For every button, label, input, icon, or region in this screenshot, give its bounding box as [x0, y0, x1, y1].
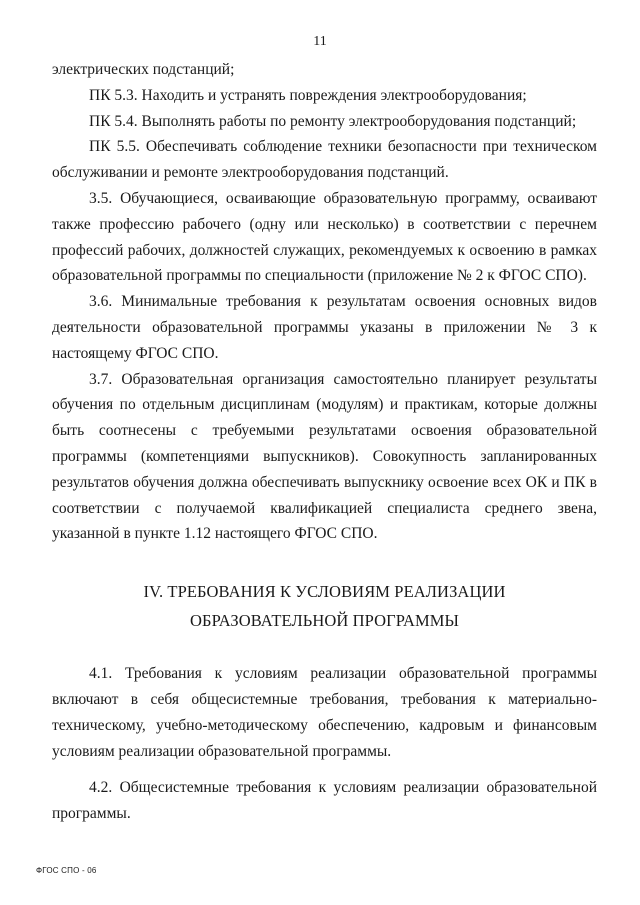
section-heading-line-1: IV. ТРЕБОВАНИЯ К УСЛОВИЯМ РЕАЛИЗАЦИИ [143, 582, 506, 602]
paragraph: ПК 5.5. Обеспечивать соблюдение техники безопасности при техническом обслуживании и ремонте электрооборудования подстанций. [52, 138, 597, 182]
paragraph: ПК 5.4. Выполнять работы по ремонту электрооборудования подстанций; [89, 112, 577, 130]
paragraph: 4.1. Требования к условиям реализации образовательной программы включают в себя общесистемные требования, требования к материально-техническому, учебно-методическому обеспечению, кадровым и финансовым условиям реализации образовательной программы. [52, 665, 597, 760]
paragraph-gap [52, 764, 597, 775]
footer-code: ФГОС СПО - 06 [36, 866, 97, 875]
paragraph: 3.5. Обучающиеся, осваивающие образовательную программу, осваивают также профессию рабочего (одну или несколько) в соответствии с перечнем профессий рабочих, должностей служащих, рекомендуемых к освоению в рамках образовательной программы по специальности (приложение № 2 к ФГОС СПО). [52, 189, 597, 285]
paragraph: 3.7. Образовательная организация самостоятельно планирует результаты обучения по отдельным дисциплинам (модулям) и практикам, которые должны быть соотнесены с требуемыми результатами освоения образовательной программы (компетенциями выпускников). Совокупность запланированных результатов обучения должна обеспечивать выпускнику освоение всех ОК и ПК в соответствии с получаемой квалификацией специалиста среднего звена, указанной в пункте 1.12 настоящего ФГОС СПО. [52, 370, 597, 543]
paragraph: 3.6. Минимальные требования к результатам освоения основных видов деятельности образовательной программы указаны в приложении № 3 к настоящему ФГОС СПО. [52, 293, 597, 362]
page-number: 11 [313, 34, 327, 49]
document-body [52, 57, 597, 827]
section-heading [52, 577, 597, 635]
paragraph: 4.2. Общесистемные требования к условиям реализации образовательной программы. [52, 779, 597, 823]
paragraph: ПК 5.3. Находить и устранять повреждения электрооборудования; [89, 86, 527, 104]
section-heading-line-2: ОБРАЗОВАТЕЛЬНОЙ ПРОГРАММЫ [189, 611, 459, 631]
paragraph: электрических подстанций; [52, 61, 235, 78]
